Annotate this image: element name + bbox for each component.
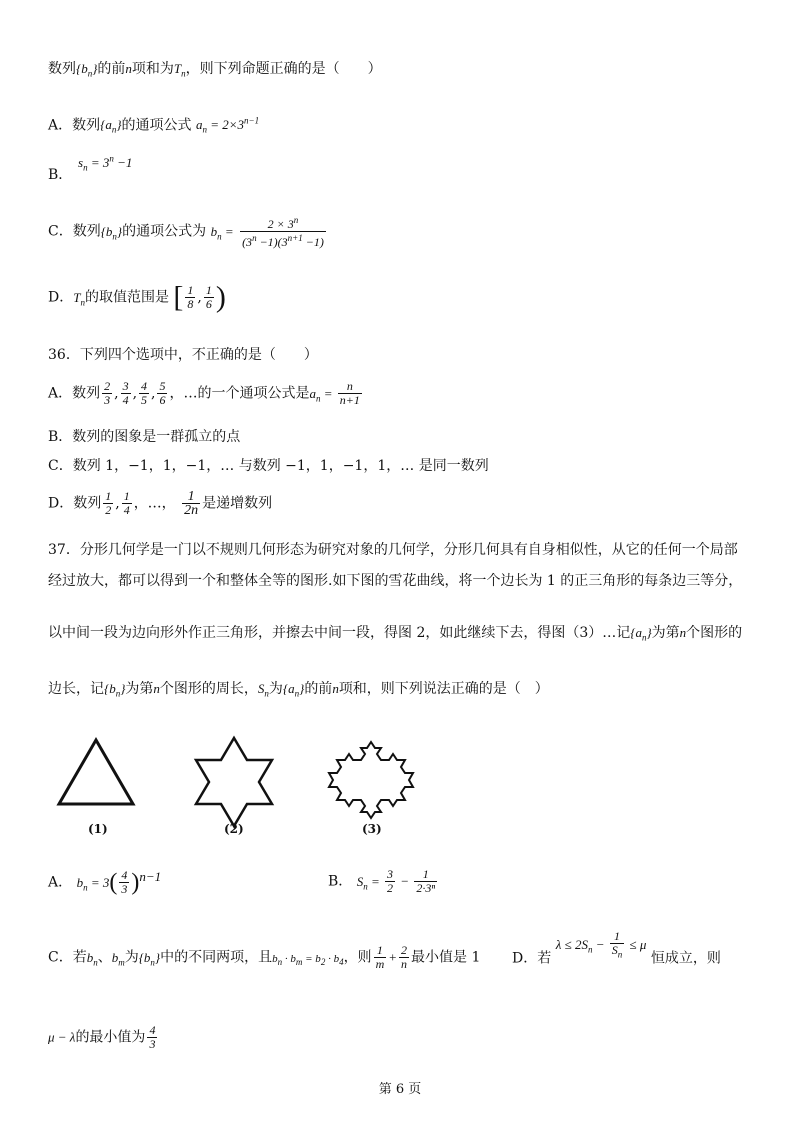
q37-option-b: B． $S_n$ = $\frac{3}{2}$ − $\frac{1}{\text{2·3ⁿ}}$ (328, 867, 436, 895)
q36-stem: 36．下列四个选项中，不正确的是（ ） (48, 347, 318, 363)
q35-c-fraction: $\frac{2 \times 3^n}{(3^n -1)(3^{n+1} -1)}$ (242, 215, 324, 249)
q37-option-c: C．若$b_n$、$b_m$为$\{b_n\}$中的不同两项，且$b_n \cdot b_m = b_2 \cdot b_4$，则 $\frac{1}{m}$ + $\frac{2}{n}$ 最小值是 1 (48, 943, 481, 971)
q37-stem-line-2: 经过放大，都可以得到一个和整体全等的图形.如下图的雪花曲线，将一个边长为 1 的正三角形的每条边三等分， (48, 573, 743, 589)
q36-option-b: B．数列的图象是一群孤立的点 (48, 429, 241, 445)
q37-stem-line-4: 边长，记$\{b_n\}$为第n个图形的周长，$S_n$为$\{a_n\}$的前n项和，则下列说法正确的是（ ） (48, 681, 549, 699)
figure-3-koch (329, 742, 413, 818)
figure-1-triangle (59, 740, 133, 804)
q37-option-a: A． $b_n = 3$( $\frac{4}{3}$ )$^{n-1}$ (48, 868, 162, 897)
q35-option-c: C．数列$\{b_n\}$的通项公式为 $b_n$ = $\frac{2 \times 3^n}{(3^n -1)(3^{n+1} -1)}$ (48, 215, 324, 249)
figure-2-label: (2) (224, 822, 244, 836)
q35-option-a: A．数列$\{a_n\}$的通项公式 $a_n = 2\times 3^{n-1}$ (48, 116, 260, 135)
page-number: 第 6 页 (378, 1082, 422, 1097)
figure-3-label: (3) (362, 822, 382, 836)
q36-option-d: D．数列 $\frac{1}{2}$ , $\frac{1}{4}$ ，…， $\frac{1}{2n}$ 是递增数列 (48, 489, 273, 518)
q35-option-b-formula: $s_n = 3^n -1$ (78, 154, 133, 173)
q36-option-c: C．数列 1，−1，1，−1，… 与数列 −1，1，−1，1，… 是同一数列 (48, 458, 489, 474)
figure-2-koch (196, 738, 272, 826)
q35-option-d: D．$T_n$的取值范围是 [ $\frac{1}{8}$ , $\frac{1}{6}$ ) (48, 280, 226, 314)
q37-stem-line-1: 37．分形几何学是一门以不规则几何形态为研究对象的几何学，分形几何具有自身相似性，从它的任何一个局部 (48, 542, 738, 558)
intro-line: 数列$\{b_n\}$的前n项和为$T_n$，则下列命题正确的是（ ） (48, 61, 382, 79)
q36-option-a: A．数列 $\frac{2}{3}$ , $\frac{3}{4}$ , $\frac{4}{5}$ , $\frac{5}{6}$ ，…的一个通项公式是$a_n$ = $\frac{n}{n+1}$ (48, 379, 360, 407)
q37-option-d-continuation: μ − λ的最小值为 $\frac{4}{3}$ (48, 1023, 156, 1051)
q37-option-d: D．若 $\lambda \le 2S_n$ − $\frac{1}{S_n}$ ≤ μ 恒成立，则 (512, 929, 721, 967)
figure-1-label: (1) (88, 822, 108, 836)
q37-stem-line-3: 以中间一段为边向形外作正三角形，并擦去中间一段，得图 2，如此继续下去，得图（3）…记$\{a_n\}$为第n个图形的 (48, 625, 743, 643)
q35-option-b-label: B． (48, 167, 73, 183)
